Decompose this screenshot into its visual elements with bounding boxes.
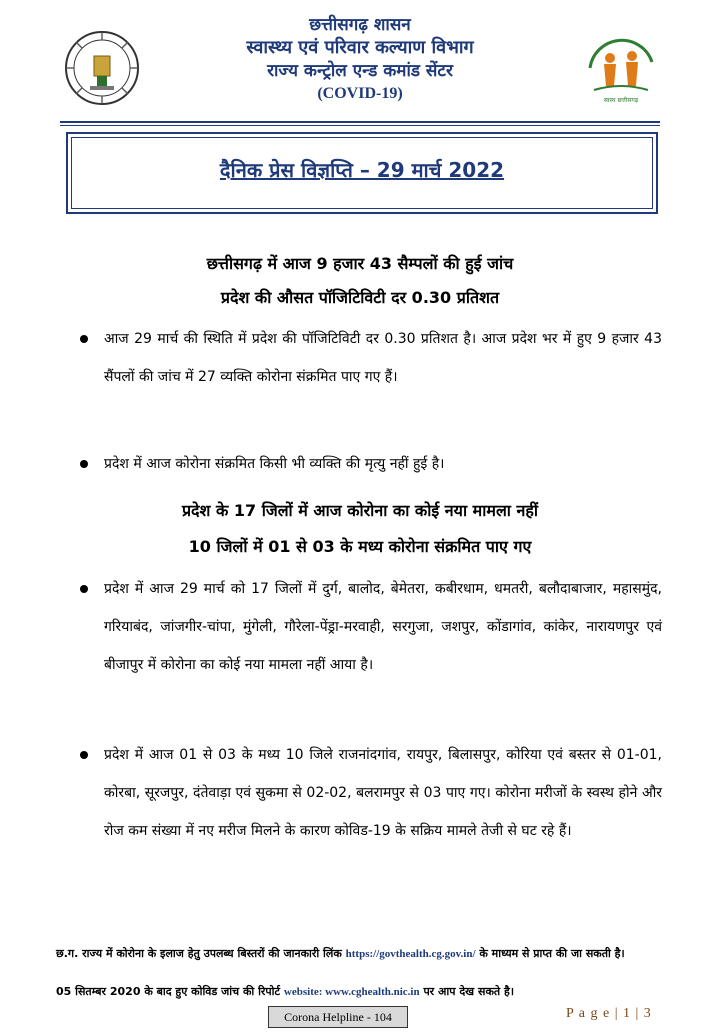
govthealth-link[interactable]: https://govthealth.cg.gov.in/ [345, 948, 476, 960]
covid-label: (COVID-19) [317, 85, 403, 102]
section2-heading2: 10 जिलों में 01 से 03 के मध्य कोरोना संक्रमित पाए गए [188, 537, 532, 556]
bullet-dot-icon [80, 751, 88, 759]
footer-note-reports: 05 सितम्बर 2020 के बाद हुए कोविड जांच की रिपोर्ट website: www.cghealth.nic.in पर आप देख सकते है। [56, 985, 514, 998]
bullet-item: प्रदेश में आज कोरोना संक्रमित किसी भी व्यक्ति की मृत्यु नहीं हुई है। [104, 445, 662, 483]
cghealth-link[interactable]: website: www.cghealth.nic.in [283, 986, 420, 998]
govt-name: छत्तीसगढ़ शासन [309, 15, 411, 35]
centre-name: राज्य कन्ट्रोल एन्ड कमांड सेंटर [267, 61, 453, 81]
header-rule-thin [60, 125, 660, 126]
section1-heading2: प्रदेश की औसत पॉजिटिविटी दर 0.30 प्रतिशत [220, 288, 500, 307]
svg-text:स्वस्थ छत्तीसगढ़: स्वस्थ छत्तीसगढ़ [603, 97, 639, 104]
bullet-item: प्रदेश में आज 29 मार्च को 17 जिलों में दुर्ग, बालोद, बेमेतरा, कबीरधाम, धमतरी, बलौदाबाजार, महासमुंद, गरियाबंद, जांजगीर-चांपा, मुंगेली, गौरेला-पेंड्रा-मरवाही, सरगुजा, जशपुर, कोंडागांव, कांकेर, नारायणपुर एवं बीजापुर में कोरोना का कोई नया मामला नहीं आया है। [104, 570, 662, 684]
corona-helpline-box: Corona Helpline - 104 [268, 1006, 408, 1028]
bullet-dot-icon [80, 460, 88, 468]
header-rule-thick [60, 121, 660, 123]
department-name: स्वास्थ्य एवं परिवार कल्याण विभाग [246, 37, 474, 58]
bullet-item: आज 29 मार्च की स्थिति में प्रदेश की पॉजिटिविटी दर 0.30 प्रतिशत है। आज प्रदेश भर में हुए 9 हजार 43 सैंपलों की जांच में 27 व्यक्ति कोरोना संक्रमित पाए गए हैं। [104, 320, 662, 396]
bullet-dot-icon [80, 335, 88, 343]
section1-heading1: छत्तीसगढ़ में आज 9 हजार 43 सैम्पलों की हुई जांच [206, 254, 514, 273]
page-number: P a g e | 1 | 3 [566, 1006, 652, 1021]
section2-heading1: प्रदेश के 17 जिलों में आज कोरोना का कोई नया मामला नहीं [181, 501, 539, 520]
footer-note-beds: छ.ग. राज्य में कोरोना के इलाज हेतु उपलब्ध बिस्तरों की जानकारी लिंक https://govthealth.cg.gov.in/ के माध्यम से प्राप्त की जा सकती है। [56, 947, 625, 960]
letterhead [0, 14, 720, 105]
press-release-title: दैनिक प्रेस विज्ञप्ति – 29 मार्च 2022 [219, 158, 505, 182]
bullet-dot-icon [80, 585, 88, 593]
title-box [66, 132, 658, 214]
bullet-item: प्रदेश में आज 01 से 03 के मध्य 10 जिले राजनांदगांव, रायपुर, बिलासपुर, कोरिया एवं बस्तर से 01-01, कोरबा, सूरजपुर, दंतेवाड़ा एवं सुकमा से 02-02, बलरामपुर से 03 पाए गए। कोरोना मरीजों के स्वस्थ होने और रोज कम संख्या में नए मरीज मिलने के कारण कोविड-19 के सक्रिय मामले तेजी से घट रहे हैं। [104, 736, 662, 850]
